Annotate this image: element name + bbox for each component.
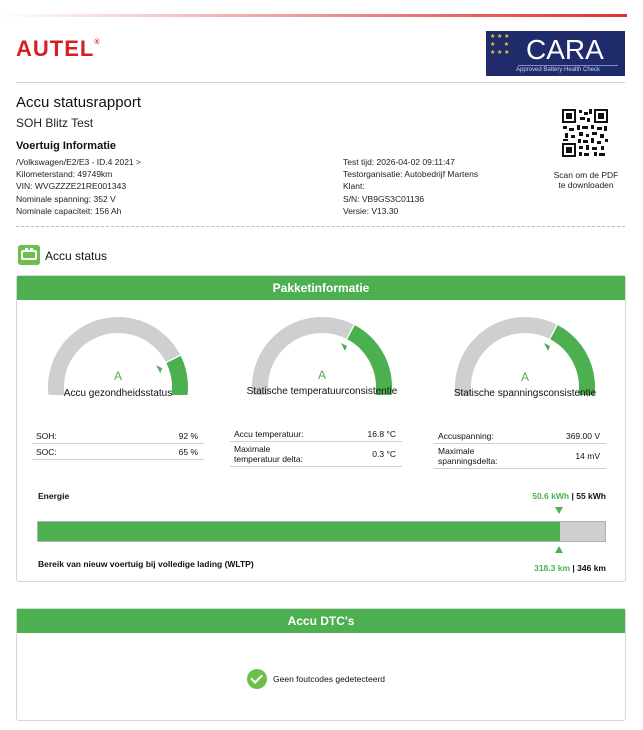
test-version: Versie: V13.30 xyxy=(343,205,399,216)
energy-label: Energie xyxy=(38,491,70,501)
health-stats-table xyxy=(32,428,204,460)
gauge-track xyxy=(56,325,173,395)
temperature-grade: A xyxy=(317,368,326,382)
voltage-stats-table xyxy=(434,428,606,469)
gauge-track xyxy=(463,325,553,395)
accu-status-label: Accu status xyxy=(45,249,108,263)
health-grade: A xyxy=(113,369,122,383)
table-row: SOH: 92 % xyxy=(32,428,204,444)
gauge-pointer xyxy=(341,343,347,351)
voltage-grade: A xyxy=(520,370,529,384)
vehicle-model: /Volkswagen/E2/E3 - ID.4 2021 > xyxy=(16,157,141,167)
table-row: SOC: 65 % xyxy=(32,444,204,460)
dtc-message: Geen foutcodes gedetecteerd xyxy=(273,674,385,684)
eu-stars-icon: ★ ★ ★ ★ ★ ★ ★ ★ xyxy=(490,34,510,56)
autel-logo: AUTEL® xyxy=(16,36,101,61)
range-marker-icon xyxy=(555,546,563,553)
wltp-values: 318.3 km | 346 km xyxy=(534,563,606,573)
table-row: Accu temperatuur: 16.8 °C xyxy=(230,426,402,442)
cara-logo: ★ ★ ★ ★ ★ ★ ★ ★ CARA Approved Battery Health Check xyxy=(486,31,625,76)
wltp-current: 318.3 km xyxy=(534,563,571,573)
gauge-health xyxy=(28,315,208,395)
temperature-label: Statische temperatuurconsistentie xyxy=(246,386,398,397)
vehicle-mileage: Kilometerstand: 49749km xyxy=(16,169,113,180)
qr-code-icon[interactable] xyxy=(561,108,609,158)
gauge-pointer xyxy=(544,343,550,351)
wltp-label: Bereik van nieuw voertuig bij volledige lading (WLTP) xyxy=(38,559,254,569)
energy-values: 50.6 kWh | 55 kWh xyxy=(532,491,606,501)
temperature-stats-table xyxy=(230,426,402,467)
qr-caption: Scan om de PDF te downloaden xyxy=(553,170,619,190)
table-row: Maximale spanningsdelta: 14 mV xyxy=(434,444,606,469)
energy-progress-bar xyxy=(37,521,606,542)
header-accent-line xyxy=(0,14,627,17)
gauge-temperature xyxy=(232,315,412,395)
energy-marker-icon xyxy=(555,507,563,514)
energy-total: 55 kWh xyxy=(576,491,606,501)
vehicle-nominal-voltage: Nominale spanning: 352 V xyxy=(16,193,116,204)
battery-car-icon xyxy=(18,245,40,265)
page-subtitle: SOH Blitz Test xyxy=(16,116,94,130)
vehicle-vin: VIN: WVGZZZE21RE001343 xyxy=(16,181,127,192)
energy-progress-fill xyxy=(38,522,560,541)
gauge-track xyxy=(260,325,350,395)
voltage-label: Statische spanningsconsistentie xyxy=(453,388,597,399)
dtc-panel-header: Accu DTC's xyxy=(17,609,625,633)
energy-current: 50.6 kWh xyxy=(532,491,570,501)
vehicle-nominal-capacity: Nominale capaciteit: 156 Ah xyxy=(16,205,122,216)
vehicle-info-left xyxy=(16,156,141,217)
test-customer: Klant: xyxy=(343,181,365,192)
test-organisation: Testorganisatie: Autobedrijf Martens xyxy=(343,169,479,180)
header-divider xyxy=(16,82,625,83)
table-row: Maximale temperatuur delta: 0.3 °C xyxy=(230,442,402,467)
check-icon xyxy=(247,669,267,689)
page-title: Accu statusrapport xyxy=(16,94,142,111)
dtc-status xyxy=(247,669,385,689)
wltp-total: 346 km xyxy=(577,563,606,573)
test-serial: S/N: VB9GS3C01136 xyxy=(343,193,425,204)
section-divider xyxy=(16,226,625,227)
pakket-panel-header: Pakketinformatie xyxy=(17,276,625,300)
gauge-value-arc xyxy=(554,332,587,395)
table-row: Accuspanning: 369.00 V xyxy=(434,428,606,444)
dtc-panel xyxy=(16,608,626,721)
vehicle-info-title: Voertuig Informatie xyxy=(16,140,117,152)
health-label: Accu gezondheidsstatus xyxy=(63,388,173,399)
test-time: Test tijd: 2026-04-02 09:11:47 xyxy=(343,157,455,167)
test-info xyxy=(343,156,478,217)
